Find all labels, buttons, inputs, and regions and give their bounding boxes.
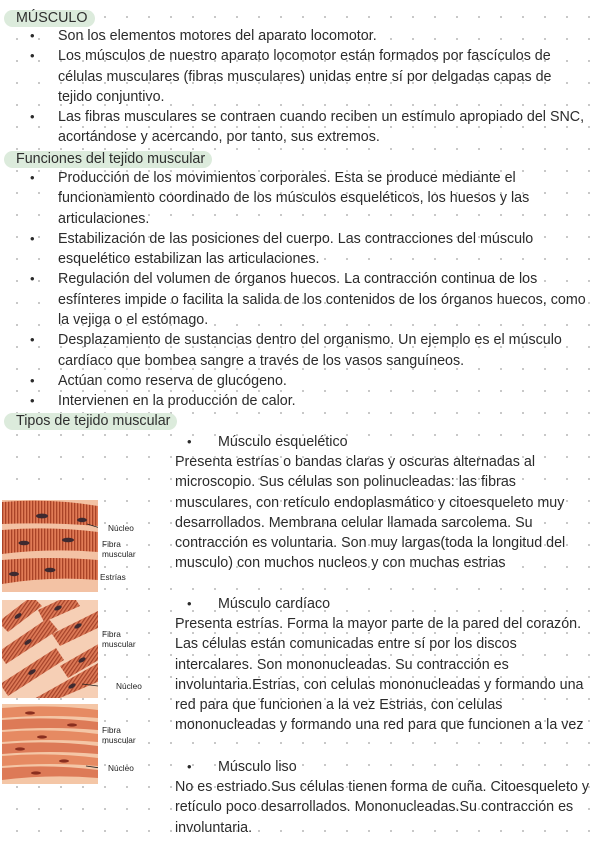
list-item: • Estabilización de las posiciones del cuerpo. Las contracciones del músculo esquelético estabilizan las articulaciones. (0, 229, 600, 270)
figure-smooth-muscle (2, 704, 168, 784)
label-fibra: Fibra (102, 539, 121, 549)
list-item: • Los músculos de nuestro aparato locomotor están formados por fascículos de células musculares (fibras musculares) unidas entre sí por delgadas capas de tejido conjuntivo. (0, 46, 600, 107)
subheading-text: Músculo esquelético (218, 434, 348, 450)
label-estrias: Estrías (100, 572, 126, 582)
heading-funciones: Funciones del tejido muscular (4, 151, 212, 168)
list-item: • Regulación del volumen de órganos huecos. La contracción continua de los esfínteres impide o facilita la salida de los contenidos de los órganos huecos, como la vejiga o el estómago. (0, 269, 600, 330)
funciones-bullet-list (0, 168, 600, 412)
list-item: • Producción de los movimientos corporales. Esta se produce mediante el funcionamiento coordinado de los músculos esqueléticos, los huesos y las articulaciones. (0, 168, 600, 229)
cardiac-muscle-illustration (2, 600, 98, 698)
bullet-dot: • (187, 596, 192, 611)
skeletal-muscle-illustration (2, 500, 98, 592)
subheading-text: Músculo cardíaco (218, 596, 331, 612)
label-fibra: Fibra (102, 629, 121, 639)
heading-musculo: MÚSCULO (4, 10, 95, 27)
paragraph-liso: No es estriado.Sus células tienen forma de cuña. Citoesqueleto y retículo poco desarrollados. Mononucleadas.Su contracción es involuntaria. (175, 779, 590, 836)
figure-cardiac-muscle (2, 600, 168, 698)
heading-tipos: Tipos de tejido muscular (4, 413, 177, 430)
figure-skeletal-muscle (2, 500, 168, 592)
label-muscular: muscular (102, 735, 136, 745)
label-nucleo: Núcleo (108, 763, 134, 773)
bullet-dot: • (187, 434, 192, 449)
musculo-bullet-list (0, 26, 600, 148)
list-item: • Actúan como reserva de glucógeno. (0, 371, 600, 391)
list-item: • Intervienen en la producción de calor. (0, 391, 600, 411)
label-muscular: muscular (102, 639, 136, 649)
list-item: • Las fibras musculares se contraen cuando reciben un estímulo apropiado del SNC, acortándose y acercando, por tanto, sus extremos. (0, 107, 600, 148)
label-muscular: muscular (102, 549, 136, 559)
subheading-text: Músculo liso (218, 759, 297, 775)
list-item: • Desplazamiento de sustancias dentro del organismo. Un ejemplo es el músculo cardíaco que bombea sangre a través de los vasos sanguíneos. (0, 330, 600, 371)
label-fibra: Fibra (102, 725, 121, 735)
label-nucleo: Núcleo (116, 681, 142, 691)
bullet-dot: • (187, 759, 192, 774)
smooth-muscle-illustration (2, 704, 98, 784)
label-nucleo: Núcleo (108, 523, 134, 533)
list-item: • Son los elementos motores del aparato locomotor. (0, 26, 600, 46)
paragraph-esqueletico: Presenta estrías o bandas claras y oscuras alternadas al microscopio. Sus células son polinucleadas: las fibras musculares, con retículo endoplasmático y citoesqueleto muy desarrollados. Membrana celular llamada sarcolema. Su contracción es voluntaria. Son muy largas(toda la longitud del musculo) con muchos nucleos y con muchas estrias (175, 454, 566, 572)
paragraph-cardiaco: Presenta estrías. Forma la mayor parte de la pared del corazón. Las células están comunicadas entre sí por los discos intercalares. Son mononucleadas. Su contracción es involuntaria.Estrias, con celulas mononucleadas y formando una red para que funcionen a la vez Estrias, con celulas mononucleadas y formando una red para que funcionen a la vez (175, 616, 584, 734)
